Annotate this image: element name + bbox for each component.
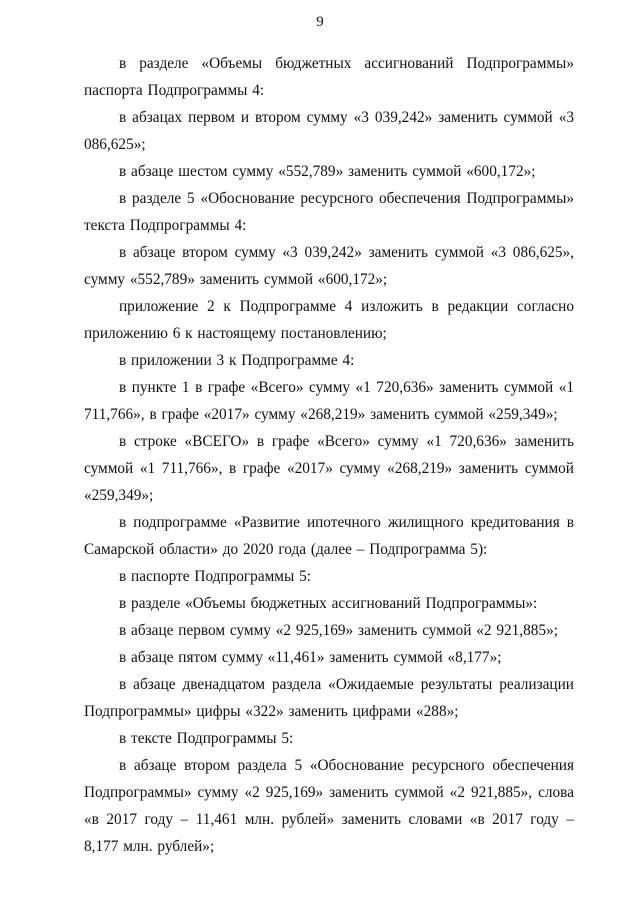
paragraph: в разделе 5 «Обоснование ресурсного обеспечения Подпрограммы» текста Подпрограммы 4: <box>84 190 574 234</box>
paragraph: в тексте Подпрограммы 5: <box>119 730 294 747</box>
paragraph: в абзаце шестом сумму «552,789» заменить суммой «600,172»; <box>119 163 536 180</box>
paragraph: в приложении 3 к Подпрограмме 4: <box>119 352 355 369</box>
paragraph: в разделе «Объемы бюджетных ассигнований Подпрограммы» паспорта Подпрограммы 4: <box>84 55 574 99</box>
paragraph: в строке «ВСЕГО» в графе «Всего» сумму «1 720,636» заменить суммой «1 711,766», в графе «2017» сумму «268,219» заменить суммой «259,349»; <box>84 433 574 504</box>
paragraph: в абзаце первом сумму «2 925,169» заменить суммой «2 921,885»; <box>119 622 558 639</box>
paragraph: в разделе «Объемы бюджетных ассигнований Подпрограммы»: <box>119 595 538 612</box>
paragraph: в абзаце втором сумму «3 039,242» заменить суммой «3 086,625», сумму «552,789» заменить суммой «600,172»; <box>84 244 574 288</box>
paragraph: в паспорте Подпрограммы 5: <box>119 568 311 585</box>
paragraph: в подпрограмме «Развитие ипотечного жилищного кредитования в Самарской области» до 2020 года (далее – Подпрограмма 5): <box>84 514 574 558</box>
document-body <box>84 50 574 860</box>
paragraph: в абзаце пятом сумму «11,461» заменить суммой «8,177»; <box>119 649 502 666</box>
paragraph: в пункте 1 в графе «Всего» сумму «1 720,636» заменить суммой «1 711,766», в графе «2017» сумму «268,219» заменить суммой «259,349»; <box>84 379 574 423</box>
paragraph: в абзацах первом и втором сумму «3 039,242» заменить суммой «3 086,625»; <box>84 109 574 153</box>
paragraph: приложение 2 к Подпрограмме 4 изложить в редакции согласно приложению 6 к настоящему постановлению; <box>84 298 574 342</box>
paragraph: в абзаце втором раздела 5 «Обоснование ресурсного обеспечения Подпрограммы» сумму «2 925,169» заменить суммой «2 921,885», слова «в 2017 году – 11,461 млн. рублей» заменить словами «в 2017 году – 8,177 млн. рублей»; <box>84 757 574 855</box>
page-number: 9 <box>316 14 324 30</box>
paragraph: в абзаце двенадцатом раздела «Ожидаемые результаты реализации Подпрограммы» цифры «322» заменить цифрами «288»; <box>84 676 574 720</box>
